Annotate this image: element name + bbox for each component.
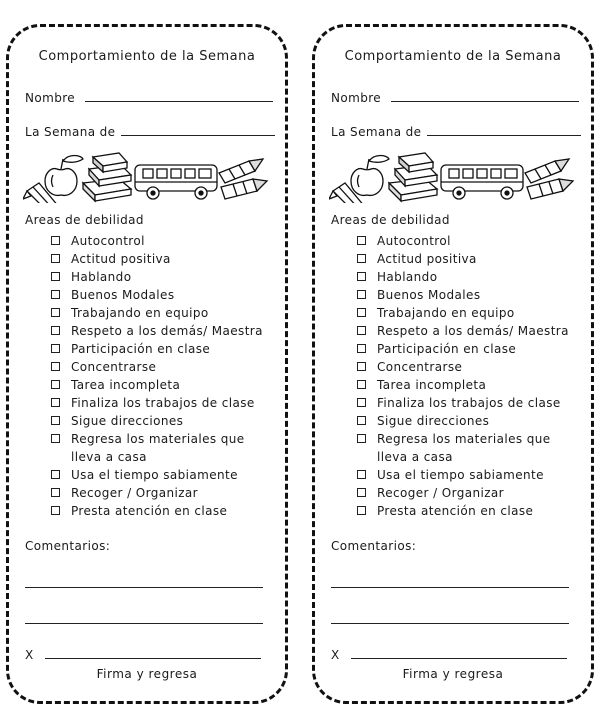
checkbox-icon[interactable] (357, 326, 366, 335)
checklist-item (355, 502, 585, 520)
checklist-item (49, 304, 279, 322)
checklist-item (355, 412, 585, 430)
checklist-item-label: Hablando (377, 270, 438, 284)
name-field (331, 91, 579, 105)
checklist-item (355, 340, 585, 358)
checkbox-icon[interactable] (51, 434, 60, 443)
checkbox-icon[interactable] (51, 470, 60, 479)
checkbox-icon[interactable] (357, 434, 366, 443)
week-input-line[interactable] (121, 125, 275, 136)
name-label: Nombre (25, 91, 76, 105)
checkbox-icon[interactable] (357, 362, 366, 371)
checklist-item-label: Regresa los materiales que lleva a casa (71, 432, 245, 464)
checklist-item (355, 232, 585, 250)
checkbox-icon[interactable] (51, 398, 60, 407)
checklist-item (49, 376, 279, 394)
name-label: Nombre (331, 91, 382, 105)
checklist-item-label: Actitud positiva (71, 252, 171, 266)
checkbox-icon[interactable] (357, 236, 366, 245)
checklist-item-label: Presta atención en clase (71, 504, 228, 518)
checklist-item-label: Concentrarse (71, 360, 157, 374)
checklist-item-label: Hablando (71, 270, 132, 284)
checklist-item (355, 376, 585, 394)
checklist-item-label: Buenos Modales (377, 288, 481, 302)
checklist-item (355, 322, 585, 340)
checklist-item-label: Buenos Modales (71, 288, 175, 302)
checkbox-icon[interactable] (357, 380, 366, 389)
weakness-checklist (355, 232, 585, 520)
name-input-line[interactable] (391, 91, 579, 102)
sign-and-return-label: Firma y regresa (402, 667, 504, 681)
checklist-item-label: Participación en clase (377, 342, 517, 356)
checkbox-icon[interactable] (51, 506, 60, 515)
checklist-item (49, 502, 279, 520)
checklist-item-label: Finaliza los trabajos de clase (71, 396, 255, 410)
checklist-item (49, 358, 279, 376)
checklist-item (49, 286, 279, 304)
checkbox-icon[interactable] (357, 488, 366, 497)
checklist-item (355, 484, 585, 502)
checklist-item-label: Usa el tiempo sabiamente (377, 468, 544, 482)
checklist-item (49, 268, 279, 286)
checkbox-icon[interactable] (51, 488, 60, 497)
checkbox-icon[interactable] (51, 380, 60, 389)
areas-label: Areas de debilidad (25, 213, 144, 227)
checklist-item (49, 484, 279, 502)
checkbox-icon[interactable] (51, 308, 60, 317)
week-field (25, 125, 275, 139)
week-label: La Semana de (25, 125, 116, 139)
comments-label: Comentarios: (25, 539, 111, 553)
name-input-line[interactable] (85, 91, 273, 102)
comment-line-2[interactable] (25, 623, 263, 624)
signature-line[interactable] (45, 648, 261, 659)
checklist-item-label: Recoger / Organizar (71, 486, 198, 500)
checkbox-icon[interactable] (357, 344, 366, 353)
checkbox-icon[interactable] (357, 398, 366, 407)
checkbox-icon[interactable] (51, 326, 60, 335)
school-supplies-illustration (329, 149, 583, 203)
checklist-item (355, 286, 585, 304)
checkbox-icon[interactable] (51, 290, 60, 299)
books-icon (389, 153, 437, 201)
checklist-item-label: Presta atención en clase (377, 504, 534, 518)
checkbox-icon[interactable] (51, 416, 60, 425)
checklist-item (49, 430, 279, 466)
checkbox-icon[interactable] (51, 254, 60, 263)
checkbox-icon[interactable] (357, 416, 366, 425)
week-label: La Semana de (331, 125, 422, 139)
checklist-item-label: Actitud positiva (377, 252, 477, 266)
checkbox-icon[interactable] (357, 254, 366, 263)
checklist-item (49, 232, 279, 250)
checklist-item-label: Participación en clase (71, 342, 211, 356)
checklist-item-label: Respeto a los demás/ Maestra (377, 324, 569, 338)
checklist-item (49, 412, 279, 430)
behavior-card-left (6, 24, 288, 704)
checklist-item-label: Finaliza los trabajos de clase (377, 396, 561, 410)
checkbox-icon[interactable] (51, 272, 60, 281)
checkbox-icon[interactable] (357, 308, 366, 317)
areas-label: Areas de debilidad (331, 213, 450, 227)
signature-mark: X (25, 648, 34, 662)
card-content (9, 27, 285, 701)
checklist-item (49, 394, 279, 412)
checklist-item-label: Tarea incompleta (377, 378, 487, 392)
checklist-item-label: Sigue direcciones (377, 414, 490, 428)
checkbox-icon[interactable] (51, 362, 60, 371)
apple-icon (351, 156, 389, 196)
checklist-item-label: Respeto a los demás/ Maestra (71, 324, 263, 338)
checkbox-icon[interactable] (51, 344, 60, 353)
checklist-item-label: Concentrarse (377, 360, 463, 374)
checklist-item (355, 394, 585, 412)
checklist-item (355, 430, 585, 466)
weakness-checklist (49, 232, 279, 520)
card-content (315, 27, 591, 701)
checkbox-icon[interactable] (51, 236, 60, 245)
checklist-item-label: Sigue direcciones (71, 414, 184, 428)
apple-icon (45, 156, 83, 196)
checklist-item (355, 358, 585, 376)
checklist-item-label: Usa el tiempo sabiamente (71, 468, 238, 482)
checklist-item (49, 322, 279, 340)
week-input-line[interactable] (427, 125, 581, 136)
books-icon (83, 153, 131, 201)
checklist-item-label: Trabajando en equipo (71, 306, 209, 320)
crayons-icon (525, 159, 573, 199)
comments-label: Comentarios: (331, 539, 417, 553)
signature-field (25, 648, 261, 662)
checkbox-icon[interactable] (357, 290, 366, 299)
checklist-item (355, 466, 585, 484)
checkbox-icon[interactable] (357, 272, 366, 281)
school-supplies-illustration (23, 149, 277, 203)
comment-line-1[interactable] (25, 587, 263, 588)
comment-line-1[interactable] (331, 587, 569, 588)
card-title: Comportamiento de la Semana (344, 49, 562, 64)
sign-and-return-label: Firma y regresa (96, 667, 198, 681)
behavior-card-right (312, 24, 594, 704)
name-field (25, 91, 273, 105)
week-field (331, 125, 581, 139)
checklist-item-label: Trabajando en equipo (377, 306, 515, 320)
card-title: Comportamiento de la Semana (38, 49, 256, 64)
comment-line-2[interactable] (331, 623, 569, 624)
checklist-item-label: Tarea incompleta (71, 378, 181, 392)
checklist-item-label: Recoger / Organizar (377, 486, 504, 500)
signature-line[interactable] (351, 648, 567, 659)
checklist-item (49, 250, 279, 268)
crayons-icon (219, 159, 267, 199)
checklist-item (49, 340, 279, 358)
signature-field (331, 648, 567, 662)
checklist-item-label: Autocontrol (377, 234, 451, 248)
signature-mark: X (331, 648, 340, 662)
checkbox-icon[interactable] (357, 470, 366, 479)
checklist-item (355, 304, 585, 322)
checklist-item-label: Regresa los materiales que lleva a casa (377, 432, 551, 464)
school-bus-icon (441, 165, 523, 199)
checklist-item (355, 250, 585, 268)
school-bus-icon (135, 165, 217, 199)
checkbox-icon[interactable] (357, 506, 366, 515)
checklist-item (355, 268, 585, 286)
checklist-item (49, 466, 279, 484)
checklist-item-label: Autocontrol (71, 234, 145, 248)
